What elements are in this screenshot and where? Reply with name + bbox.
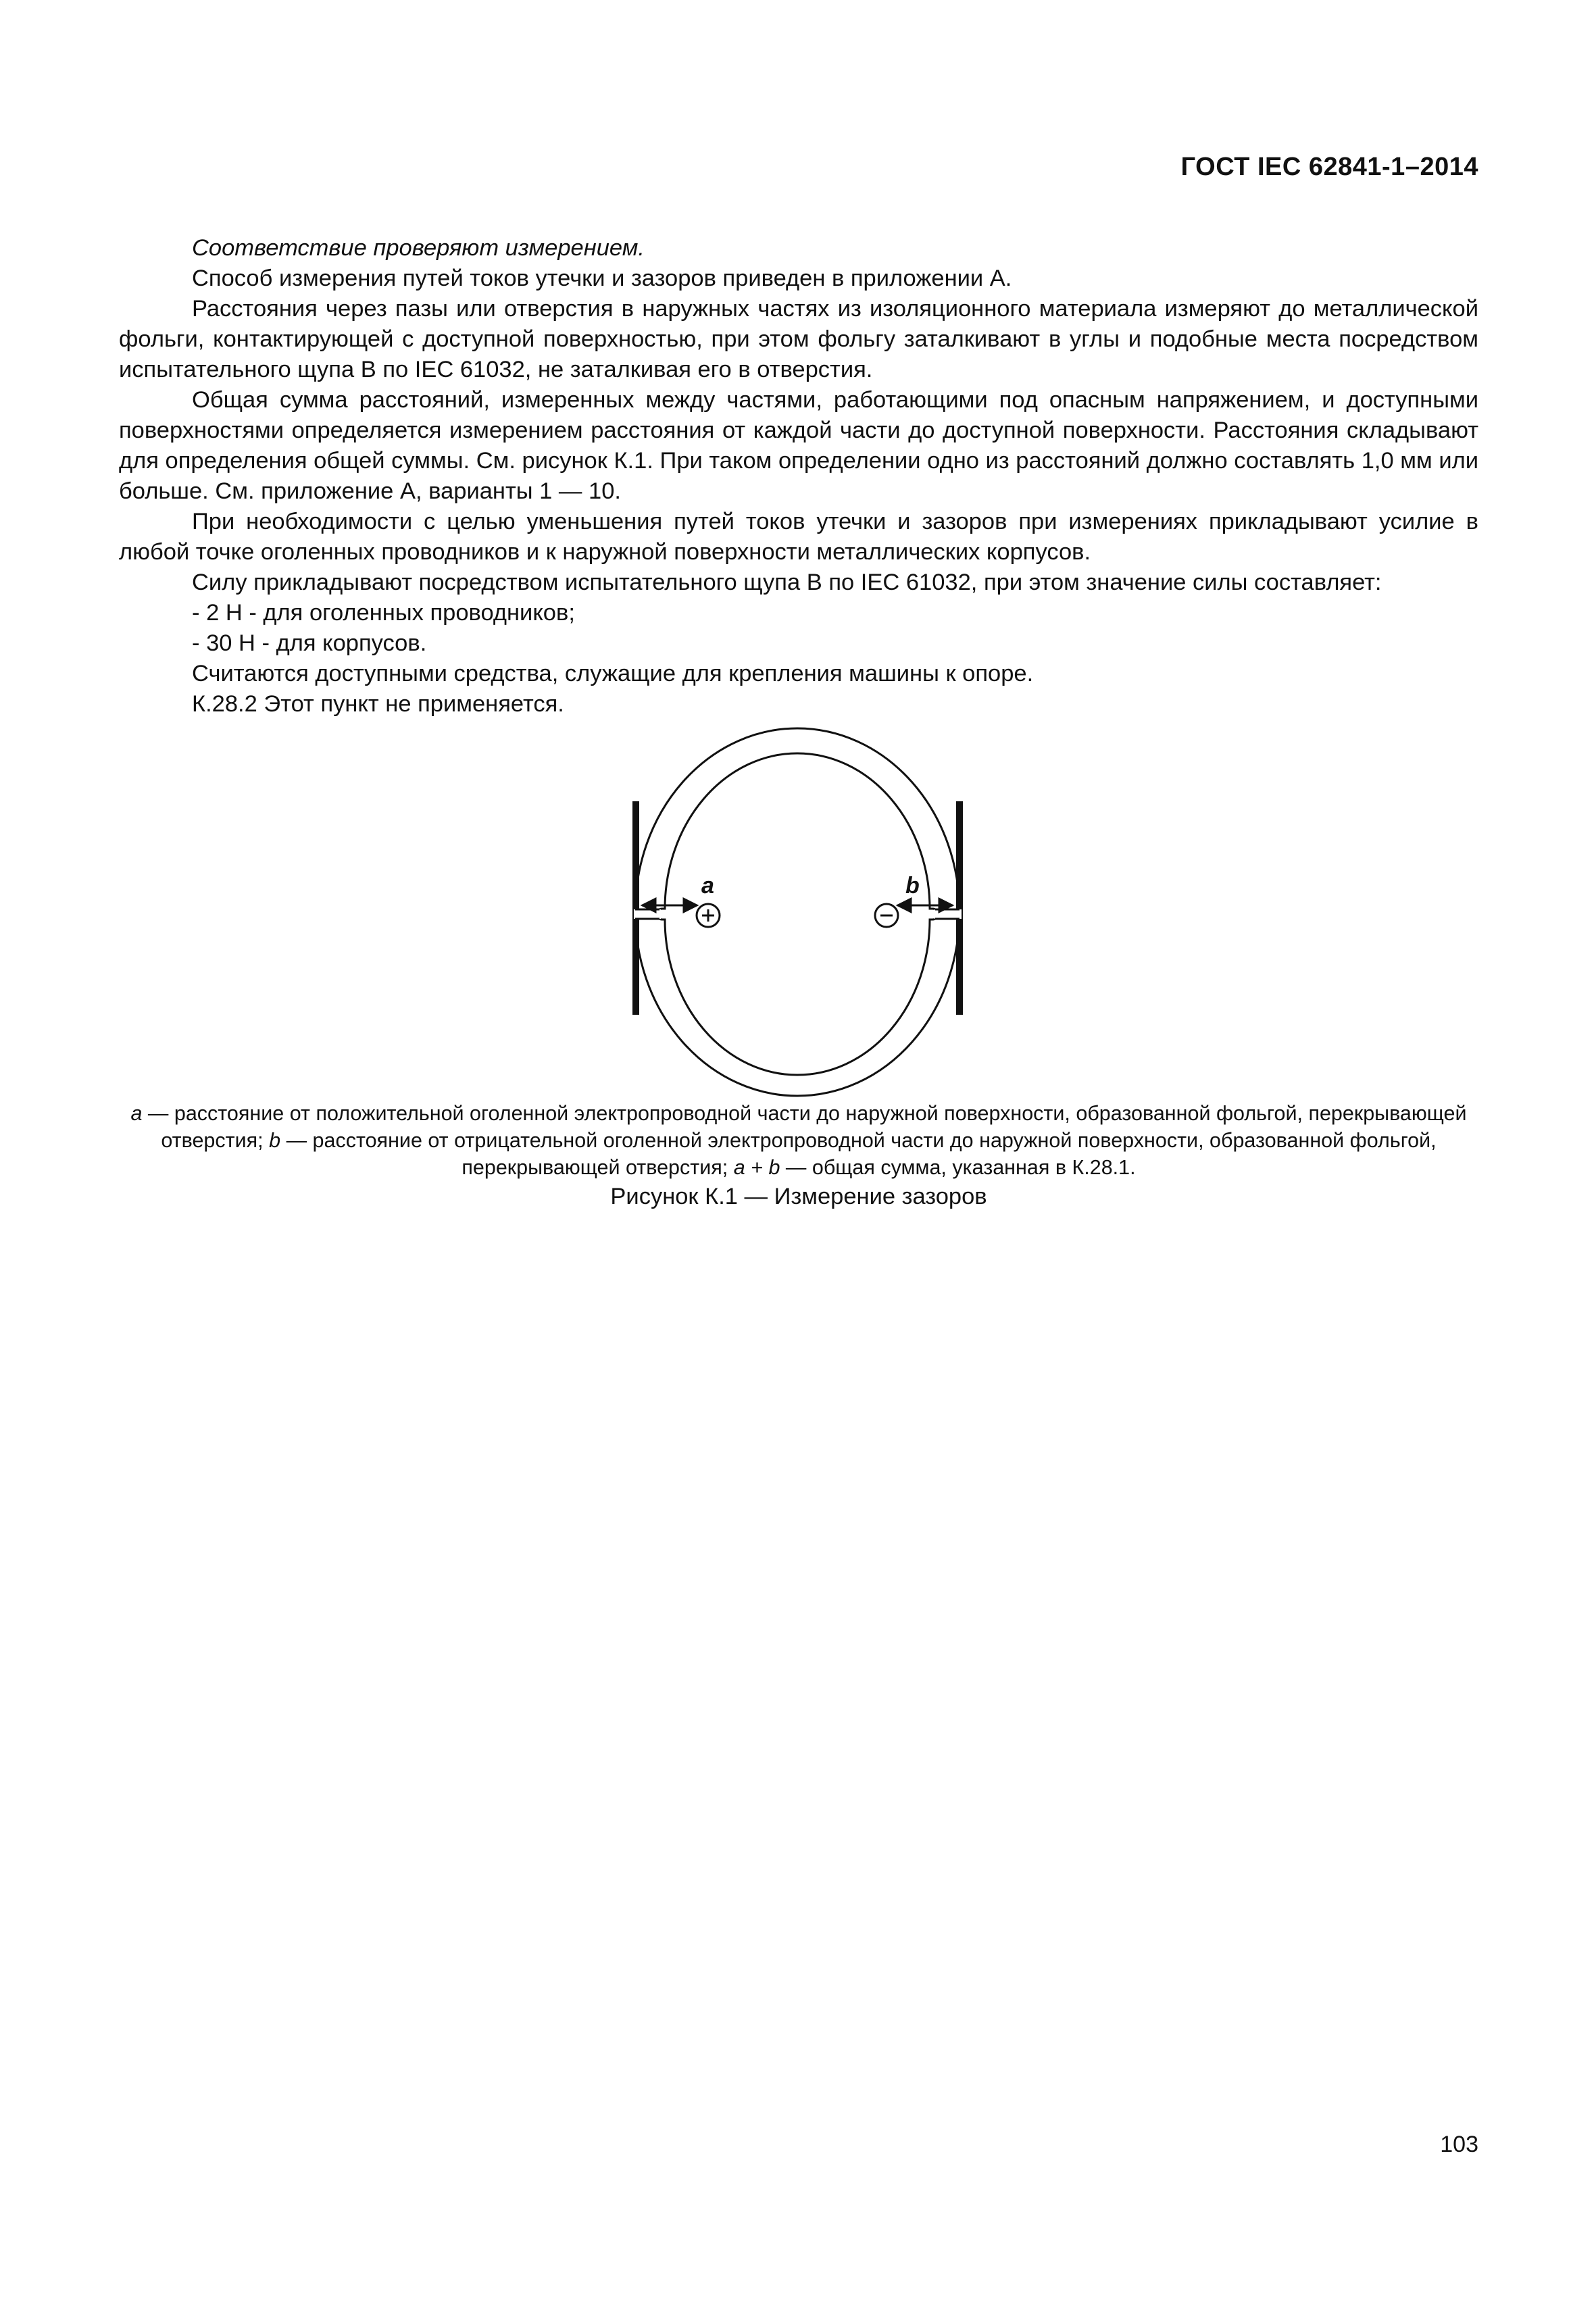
label-b: b — [905, 873, 920, 899]
caption-symbol-a: a — [130, 1102, 143, 1125]
caption-symbol-ab: a + b — [733, 1156, 780, 1179]
inner-enclosure-wall — [657, 753, 937, 1075]
list-item-enclosures: - 30 Н - для корпусов. — [192, 630, 427, 656]
label-a: a — [701, 873, 714, 899]
caption-symbol-b: b — [269, 1129, 281, 1152]
paragraph-measurement-method: Способ измерения путей токов утечки и зазоров приведен в приложении А. — [192, 266, 1012, 291]
document-header: ГОСТ IEC 62841-1–2014 — [1180, 153, 1478, 181]
figure-caption — [119, 1100, 1478, 1181]
paragraph-clause-k28-2: К.28.2 Этот пункт не применяется. — [192, 691, 564, 717]
outer-enclosure-wall — [635, 728, 959, 1096]
paragraph-fixing-means: Считаются доступными средства, служащие для крепления машины к опоре. — [192, 661, 1034, 686]
paragraph-compliance-check: Соответствие проверяют измерением. — [192, 235, 645, 261]
caption-text-b: — расстояние от отрицательной оголенной электропроводной части до наружной поверхности, образованной фольгой, перекрывающей отверстия; — [280, 1129, 1437, 1179]
list-item-bare-conductors: - 2 Н - для оголенных проводников; — [192, 600, 575, 626]
paragraph-test-probe-force: Силу прикладывают посредством испытательного щупа В по IEC 61032, при этом значение силы составляет: — [192, 570, 1382, 595]
figure-title: Рисунок К.1 — Измерение зазоров — [610, 1184, 987, 1209]
figure-k1-diagram — [608, 723, 987, 1122]
paragraph-applied-force: При необходимости с целью уменьшения путей токов утечки и зазоров при измерениях прикладывают усилие в любой точке оголенных проводников и к наружной поверхности металлических корпусов. — [119, 509, 1478, 565]
page-number: 103 — [1440, 2132, 1478, 2157]
body-text — [119, 233, 1478, 720]
paragraph-total-distance: Общая сумма расстояний, измеренных между частями, работающими под опасным напряжением, и доступными поверхностями определяется измерением расстояния от каждой части до доступной поверхности. Расстояния складывают для определения общей суммы. См. рисунок К.1. При таком определении одно из расстояний должно составлять 1,0 мм или больше. См. приложение А, варианты 1 — 10. — [119, 387, 1478, 504]
caption-text-a: — расстояние от положительной оголенной электропроводной части до наружной поверхности, образованной фольгой, перекрывающей отверстия; — [142, 1102, 1467, 1152]
paragraph-slots-openings: Расстояния через пазы или отверстия в наружных частях из изоляционного материала измеряют до металлической фольги, контактирующей с доступной поверхностью, при этом фольгу заталкивают в углы и подобные места посредством испытательного щупа В по IEC 61032, не заталкивая его в отверстия. — [119, 296, 1478, 382]
caption-text-ab: — общая сумма, указанная в К.28.1. — [780, 1156, 1136, 1179]
